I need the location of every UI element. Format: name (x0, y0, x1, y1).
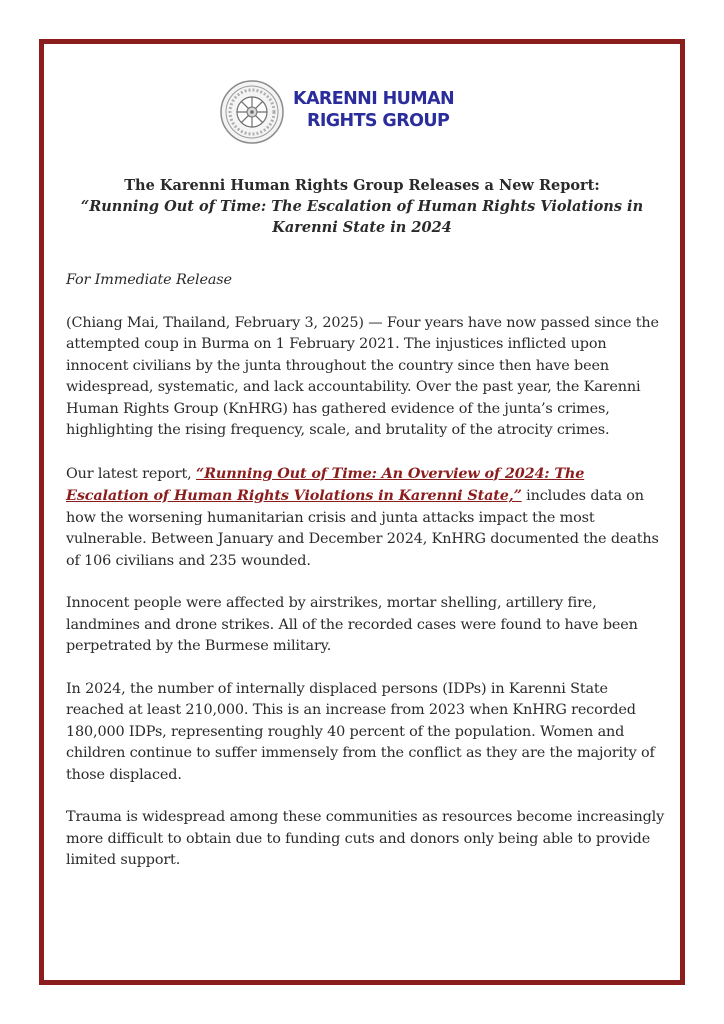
paragraph-2-intro: Our latest report, (66, 465, 196, 482)
karenni-seal-icon (219, 79, 285, 145)
press-release-title (64, 175, 660, 238)
paragraph-3: Innocent people were affected by airstrikes, mortar shelling, artillery fire, landmines and drone strikes. All of the recorded cases were found to have been perpetrated by the Burmese military. (66, 595, 638, 654)
org-name-line2: RIGHTS GROUP (307, 111, 450, 131)
header (219, 79, 509, 151)
org-name (293, 88, 454, 132)
press-release-body (66, 270, 666, 893)
paragraph-2 (66, 463, 666, 573)
report-link[interactable]: “Running Out of Time: An Overview of 2024: The Escalation of Human Rights Violations in Karenni State,” (66, 464, 585, 504)
paragraph-2-rest: includes data on how the worsening humanitarian crisis and junta attacks impact the most vulnerable. Between January and December 2024, KnHRG documented the deaths of 106 civilians and 235 wounded. (66, 488, 659, 569)
page-frame (39, 39, 685, 985)
paragraph-4: In 2024, the number of internally displaced persons (IDPs) in Karenni State reached at least 210,000. This is an increase from 2023 when KnHRG recorded 180,000 IDPs, representing roughly 40 percent of the population. Women and children continue to suffer immensely from the conflict as they are the majority of those displaced. (66, 680, 655, 783)
title-main: The Karenni Human Rights Group Releases a New Report: (124, 177, 600, 194)
paragraph-5: Trauma is widespread among these communities as resources become increasingly more difficult to obtain due to funding cuts and donors only being able to provide limited support. (66, 809, 665, 868)
paragraph-1: (Chiang Mai, Thailand, February 3, 2025) — Four years have now passed since the attempted coup in Burma on 1 February 2021. The injustices inflicted upon innocent civilians by the junta throughout the country since then have been widespread, systematic, and lack accountability. Over the past year, the Karenni Human Rights Group (KnHRG) has gathered evidence of the junta’s crimes, highlighting the rising frequency, scale, and brutality of the atrocity crimes. (66, 314, 659, 438)
title-sub: “Running Out of Time: The Escalation of Human Rights Violations in Karenni State in 2024 (80, 198, 644, 236)
org-name-line1: KARENNI HUMAN (293, 89, 455, 109)
release-label: For Immediate Release (66, 272, 232, 288)
